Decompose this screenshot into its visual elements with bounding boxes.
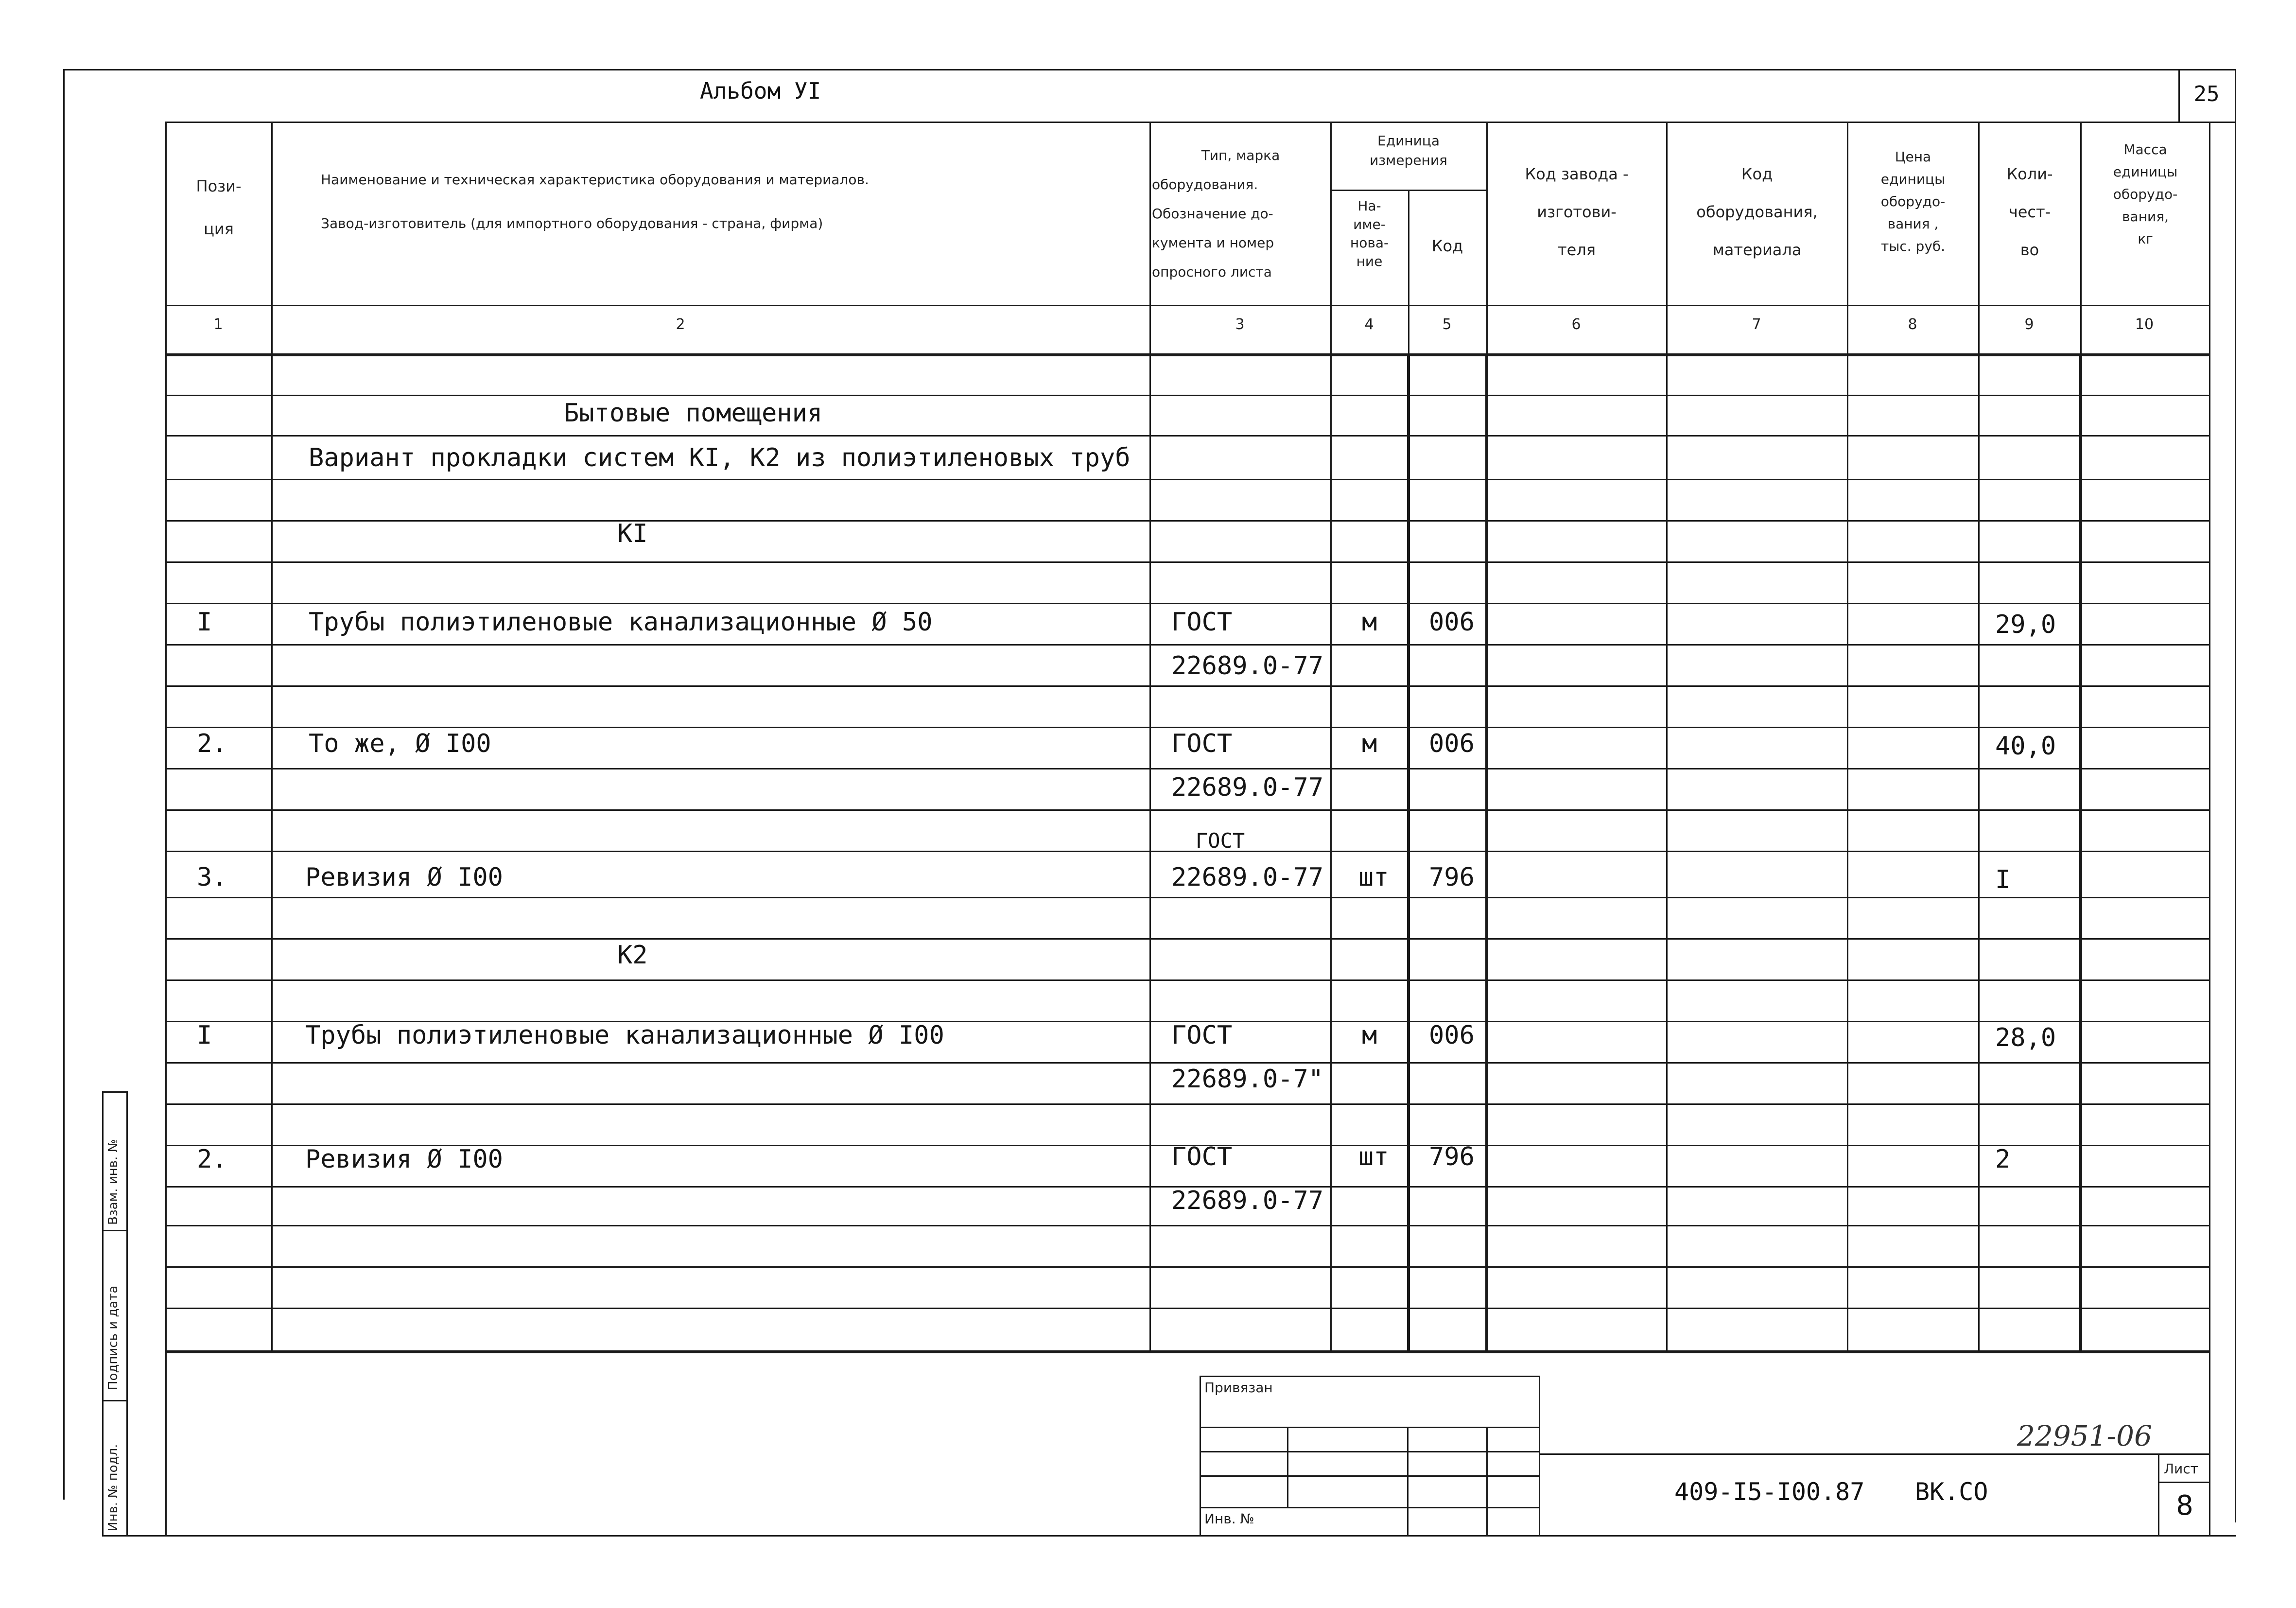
r5-name: Ревизия Ø I00 [305,1145,503,1174]
header-c2: Наименование и техническая характеристика оборудования и материалов. Завод-изготовитель (для импортного оборудования - страна, фирма) [321,172,869,231]
stamp-left [1200,1376,1201,1536]
col-sep-7 [1847,122,1848,1351]
header-c8: Цена единицы оборудо- вания , тыс. руб. [1880,149,1946,254]
row-line-17 [165,1062,2209,1064]
r3-code: 796 [1429,863,1475,892]
row-line-11 [165,809,2209,811]
header-c5: Код [1431,237,1463,255]
row-line-12 [165,851,2209,852]
stamp-right [1539,1376,1540,1536]
header-c3: Тип, марка оборудования. Обозначение до- кумента и номер опросного листа [1152,147,1280,280]
r5-code: 796 [1429,1142,1475,1171]
header-c10: Масса единицы оборудо- вания, кг [2113,141,2178,247]
col-sep-2 [1149,122,1151,1351]
col-sep-6 [1666,122,1668,1351]
r4-name: Трубы полиэтиленовые канализационные Ø I00 [305,1021,944,1050]
frame-top-line [63,69,2236,70]
side-strip-left [102,1091,104,1536]
side-strip-top [102,1091,126,1093]
stamp-row-3 [1200,1475,1540,1477]
r5-pos: 2. [197,1145,227,1174]
side-strip-div1 [102,1230,126,1231]
stamp-row-4 [1200,1507,1540,1508]
r4-code: 006 [1429,1021,1475,1050]
titleblock-top [1539,1453,2209,1455]
r4-unit: м [1362,1021,1377,1050]
table-left-line [165,122,167,1535]
row-line-10 [165,768,2209,769]
row-line-6 [165,603,2209,604]
colnum-8: 8 [1908,316,1917,333]
header-c7: Код оборудования, материала [1696,165,1818,259]
col-sep-4-thick [1407,355,1410,1351]
colnum-6: 6 [1571,316,1581,333]
side-label-inv-podl: Инв. № подл. [106,1444,121,1531]
side-label-podpis: Подпись и дата [106,1285,121,1390]
r2-doc1: ГОСТ [1171,729,1233,758]
section-title: Бытовые помещения [564,399,823,428]
album-title: Альбом УI [700,78,821,104]
table-bottom-line [165,1350,2209,1353]
header-c4: На- име- нова- ние [1350,198,1389,269]
row-line-3 [165,479,2209,480]
r3-pos: 3. [197,863,227,892]
doc-section: ВК.СО [1915,1478,1988,1506]
list-number: 8 [2176,1490,2193,1521]
row-line-1 [165,395,2209,396]
r1-name: Трубы полиэтиленовые канализационные Ø 50 [309,608,933,637]
header-c9: Коли- чест- во [2006,165,2053,259]
r4-pos: I [197,1021,212,1050]
r1-doc1: ГОСТ [1171,608,1233,637]
r2-unit: м [1362,729,1377,758]
row-line-9 [165,727,2209,728]
stamp-col-3 [1486,1427,1488,1536]
side-strip-div2 [102,1400,126,1401]
col-sep-8 [1978,122,1980,1351]
page-box-left [2178,69,2180,122]
r5-unit: шт [1358,1142,1389,1171]
stamp-col-2 [1407,1427,1409,1536]
r1-code: 006 [1429,608,1475,637]
r2-code: 006 [1429,729,1475,758]
col-sep-3 [1330,122,1332,1351]
col-sep-1 [271,122,273,1351]
k1-heading: КI [617,519,648,548]
row-line-18 [165,1103,2209,1105]
header-c6: Код завода - изготови- теля [1525,165,1629,259]
frame-bottom-line [102,1535,2236,1537]
handwritten-number: 22951-06 [2017,1419,2152,1452]
r3-unit: шт [1358,863,1389,892]
colnum-9: 9 [2024,316,2034,333]
unit-header-divider [1330,190,1486,191]
r5-doc2: 22689.0-77 [1171,1186,1324,1215]
colnum-7: 7 [1752,316,1761,333]
variant-title: Вариант прокладки систем КI, К2 из полиэтиленовых труб [309,443,1131,472]
stamp-inv-no: Инв. № [1204,1511,1254,1527]
side-strip-mid [126,1091,128,1536]
row-line-22 [165,1266,2209,1268]
r2-qty: 40,0 [1995,732,2056,761]
colnum-4: 4 [1364,316,1374,333]
row-line-8 [165,685,2209,687]
frame-left-line [63,70,65,1500]
side-label-vzam: Взам. инв. № [106,1139,121,1225]
colnum-3: 3 [1235,316,1245,333]
col-sep-9-thick [2079,355,2082,1351]
col-sep-5-thick [1485,355,1488,1351]
r3-doc1: ГОСТ [1196,829,1245,853]
titleblock-list-div [2158,1482,2209,1483]
r2-name: То же, Ø I00 [309,729,491,758]
stamp-row-2 [1200,1451,1540,1452]
r1-unit: м [1362,608,1377,637]
r1-qty: 29,0 [1995,610,2056,639]
stamp-col-1 [1287,1427,1288,1507]
r5-qty: 2 [1995,1145,2011,1174]
colnum-1: 1 [213,316,223,333]
k2-heading: К2 [617,941,648,970]
r3-doc2: 22689.0-77 [1171,863,1324,892]
row-line-15 [165,979,2209,981]
stamp-row-1 [1200,1427,1540,1428]
r3-qty: I [1995,865,2011,894]
row-line-7 [165,644,2209,646]
r3-name: Ревизия Ø I00 [305,863,503,892]
doc-code: 409-I5-I00.87 [1674,1478,1865,1506]
row-line-23 [165,1308,2209,1309]
titleblock-list-right [2209,1350,2210,1535]
col-sep-10 [2209,122,2210,1351]
row-line-2 [165,435,2209,437]
r5-doc1: ГОСТ [1171,1142,1233,1171]
table-top-line [165,122,2235,123]
titleblock-list-left [2158,1453,2159,1536]
page-number: 25 [2193,82,2220,106]
r4-qty: 28,0 [1995,1023,2056,1052]
stamp-top [1200,1376,1540,1377]
colnum-5: 5 [1442,316,1452,333]
row-line-21 [165,1225,2209,1226]
r2-pos: 2. [197,729,227,758]
header-unit: Единица измерения [1370,133,1447,168]
r4-doc2: 22689.0-7" [1171,1065,1324,1094]
colnum-10: 10 [2135,316,2154,333]
header-c1: Пози- ция [196,177,242,238]
list-label: Лист [2164,1461,2198,1477]
colnum-bottom-line [165,353,2209,356]
r4-doc1: ГОСТ [1171,1021,1233,1050]
r1-pos: I [197,608,212,637]
r2-doc2: 22689.0-77 [1171,773,1324,802]
row-line-5 [165,561,2209,563]
row-line-14 [165,938,2209,940]
r1-doc2: 22689.0-77 [1171,651,1324,681]
colnum-2: 2 [676,316,685,333]
stamp-privyazan: Привязан [1204,1380,1273,1396]
row-line-4 [165,520,2209,522]
row-line-13 [165,897,2209,898]
header-bottom-line [165,305,2209,306]
frame-right-line [2235,69,2236,1522]
